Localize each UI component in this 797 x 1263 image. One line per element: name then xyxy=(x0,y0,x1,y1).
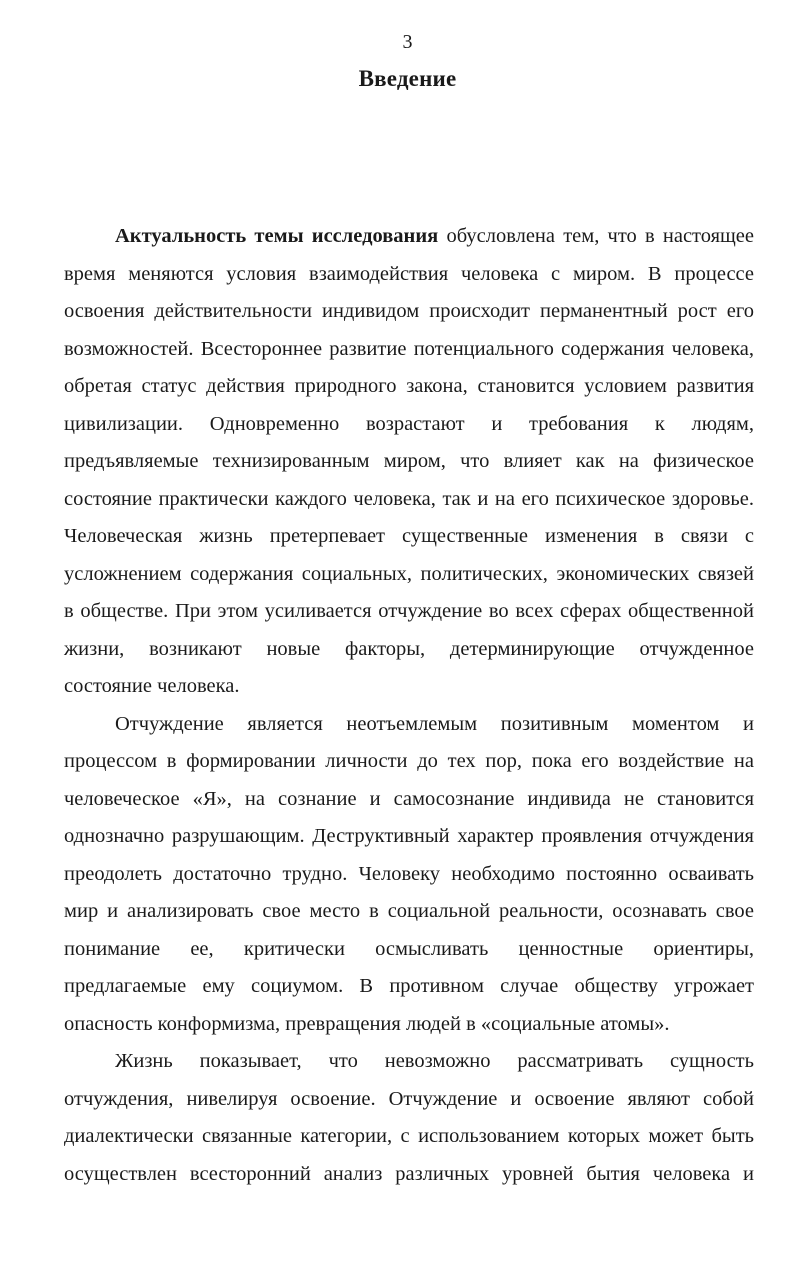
text-line xyxy=(64,218,754,256)
body-text xyxy=(64,218,754,1193)
paragraph-alienation xyxy=(64,706,754,1044)
text-line: цивилизации. Одновременно возрастают и требования к людям, xyxy=(64,412,754,435)
text-line: в обществе. При этом усиливается отчуждение во всех сферах общественной xyxy=(64,600,754,622)
text-line: предлагаемые ему социумом. В противном случае обществу угрожает xyxy=(64,975,754,997)
text-line: процессом в формировании личности до тех пор, пока его воздействие на xyxy=(64,750,754,772)
text-line: однозначно разрушающим. Деструктивный характер проявления отчуждения xyxy=(64,825,754,847)
text-line: осуществлен всесторонний анализ различных уровней бытия человека и xyxy=(64,1162,754,1185)
text-line: отчуждения, нивелируя освоение. Отчуждение и освоение являют собой xyxy=(64,1087,754,1110)
text-line: состояние практически каждого человека, так и на его психическое здоровье. xyxy=(64,487,754,510)
text-line: Отчуждение является неотъемлемым позитивным моментом и xyxy=(115,712,754,735)
text-line: понимание ее, критически осмысливать ценностные ориентиры, xyxy=(64,937,754,960)
page-number: 3 xyxy=(402,31,413,53)
text-line: опасность конформизма, превращения людей в «социальные атомы». xyxy=(64,1012,670,1035)
text-line: обретая статус действия природного закона, становится условием развития xyxy=(64,375,754,397)
lead-phrase: Актуальность темы исследования xyxy=(115,225,439,247)
text-line: состояние человека. xyxy=(64,675,240,697)
text-line: жизни, возникают новые факторы, детерминирующие отчужденное xyxy=(64,637,754,660)
text-line: возможностей. Всестороннее развитие потенциального содержания человека, xyxy=(64,337,754,360)
text-line: мир и анализировать свое место в социальной реальности, осознавать свое xyxy=(64,900,754,922)
line-continuation: обусловлена тем, что в настоящее xyxy=(438,225,755,247)
paragraph-relevance xyxy=(64,218,754,706)
section-heading: Введение xyxy=(358,66,457,91)
text-line: Жизнь показывает, что невозможно рассматривать сущность xyxy=(115,1050,754,1072)
text-line: диалектически связанные категории, с использованием которых может быть xyxy=(64,1125,754,1147)
text-line: усложнением содержания социальных, политических, экономических связей xyxy=(64,562,754,585)
text-line: предъявляемые технизированным миром, что влияет как на физическое xyxy=(64,450,754,472)
text-line: преодолеть достаточно трудно. Человеку необходимо постоянно осваивать xyxy=(64,862,754,885)
text-line: Человеческая жизнь претерпевает существенные изменения в связи с xyxy=(64,525,754,547)
text-line: освоения действительности индивидом происходит перманентный рост его xyxy=(64,300,754,322)
text-line: человеческое «Я», на сознание и самосознание индивида не становится xyxy=(64,787,754,810)
paragraph-life xyxy=(64,1043,754,1193)
text-line: время меняются условия взаимодействия человека с миром. В процессе xyxy=(64,262,754,285)
